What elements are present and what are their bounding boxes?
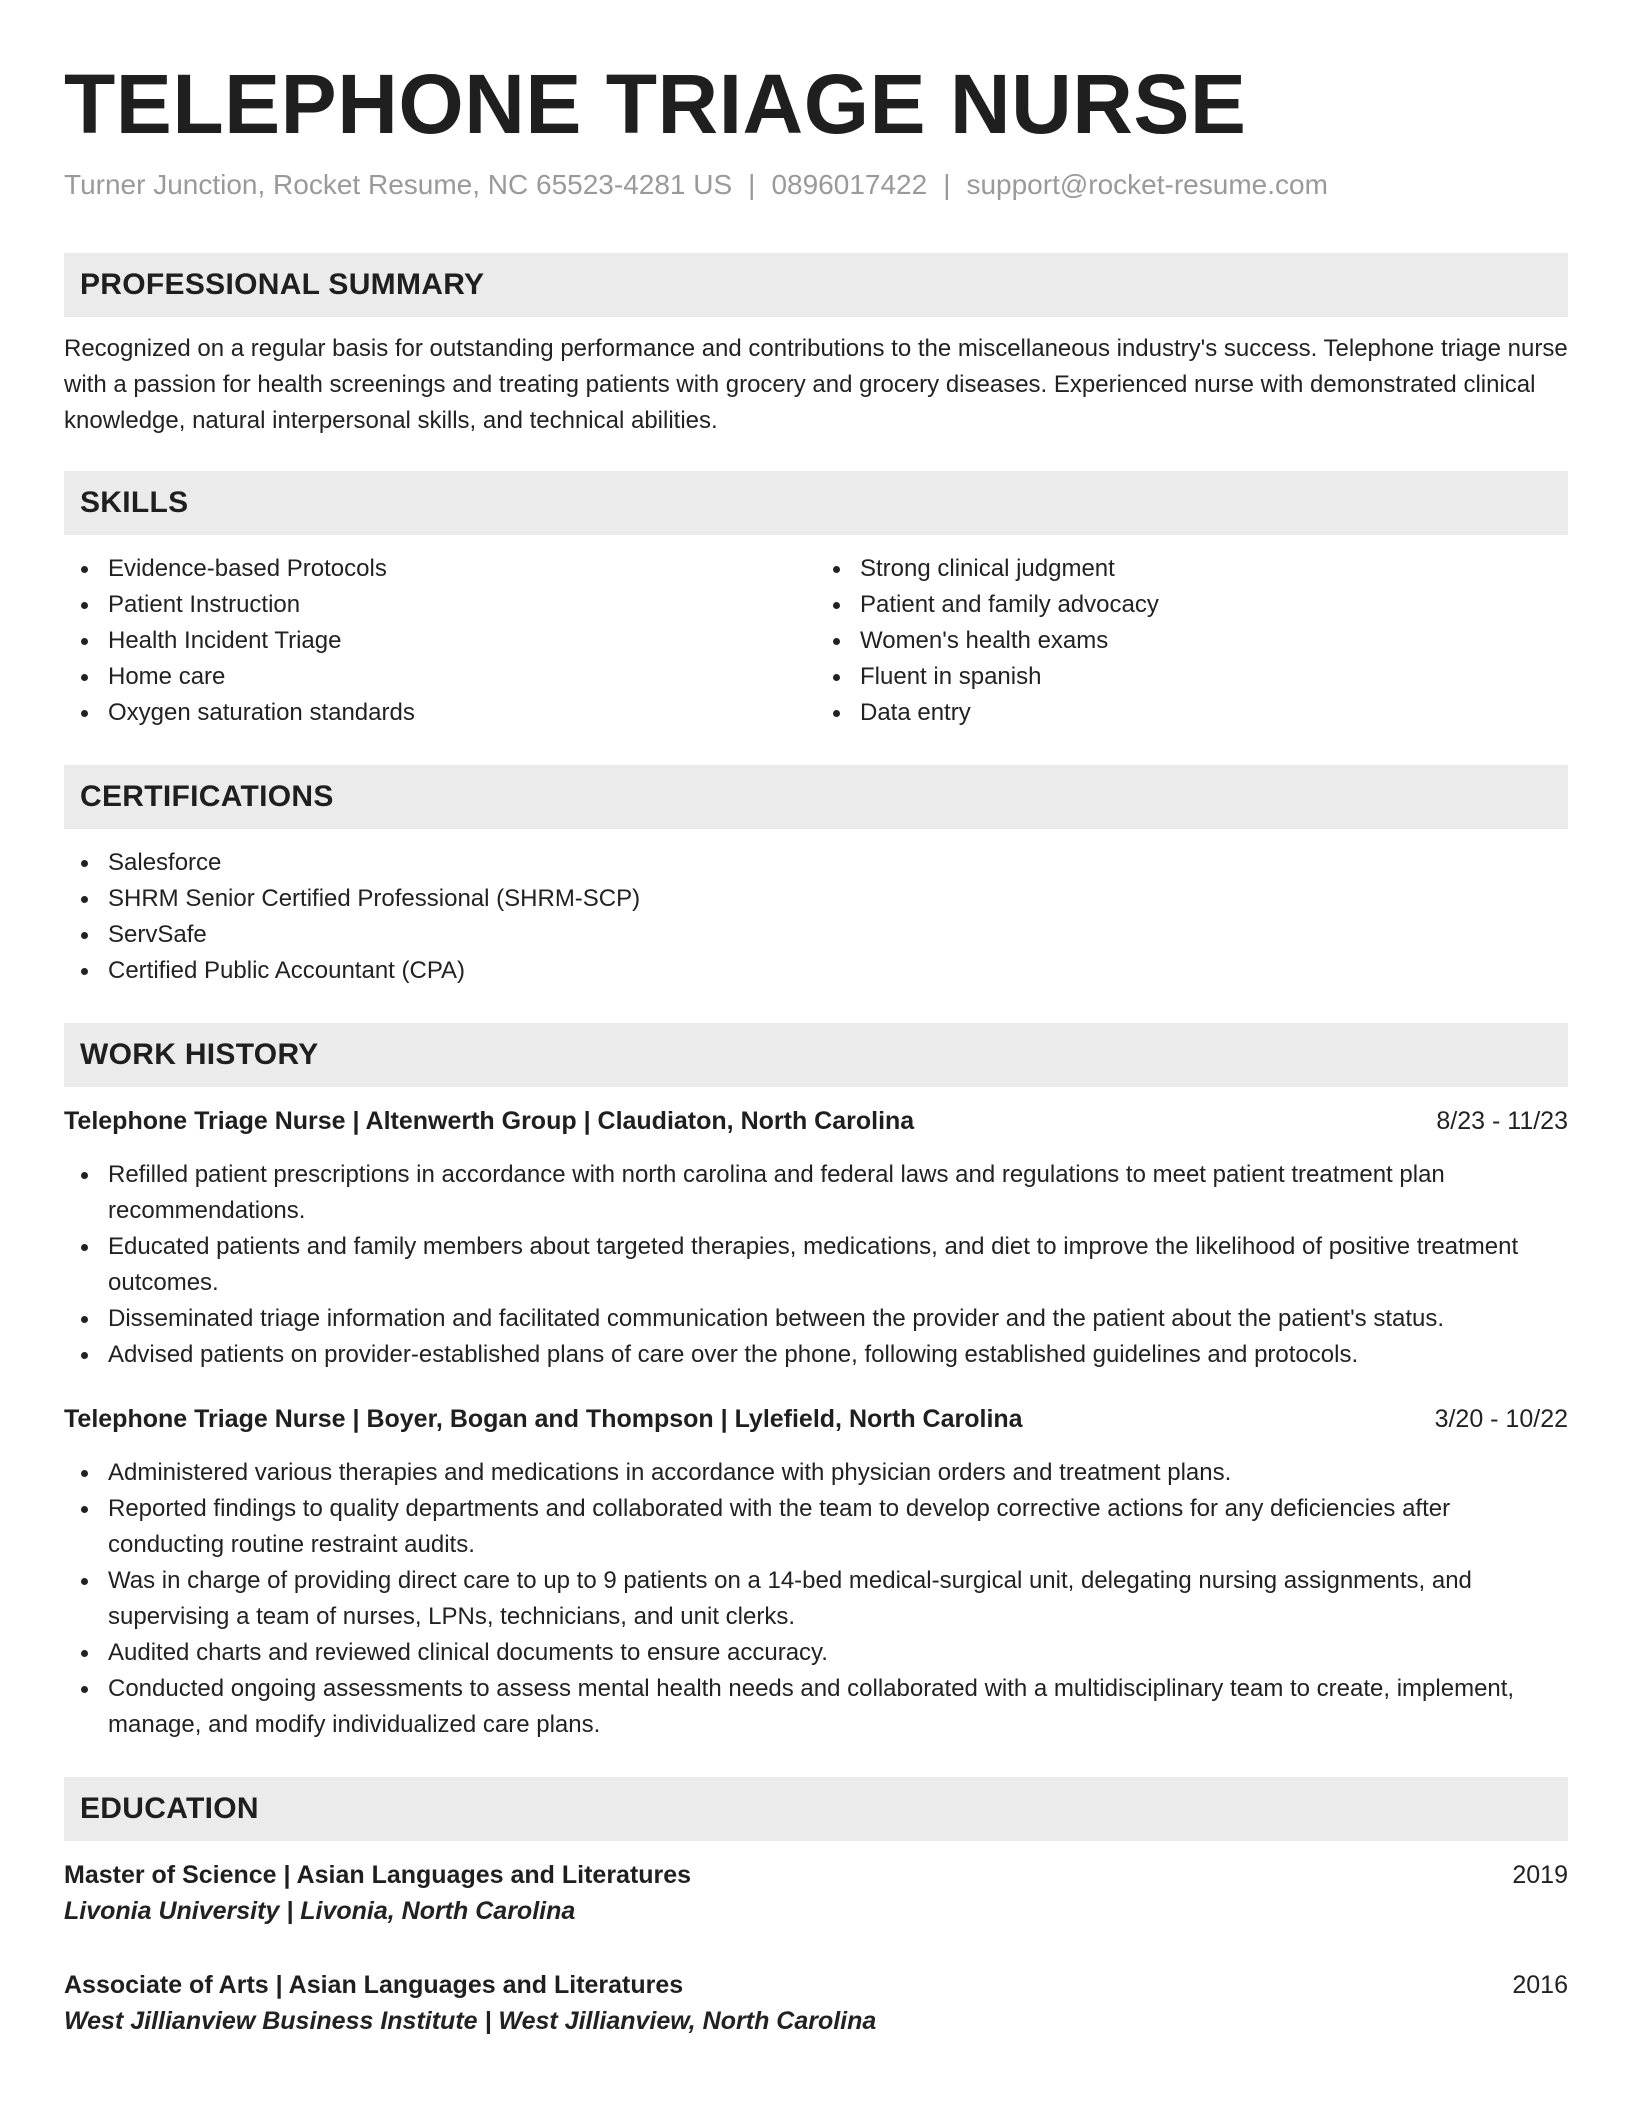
certification-item: SHRM Senior Certified Professional (SHRM-SCP) [64,881,1568,917]
certification-item: Certified Public Accountant (CPA) [64,953,1568,989]
skill-item: Health Incident Triage [64,623,816,659]
skill-item: Patient and family advocacy [816,587,1568,623]
job-bullet: Advised patients on provider-established plans of care over the phone, following established guidelines and protocols. [64,1337,1568,1373]
contact-phone: 0896017422 [771,169,928,201]
contact-separator: | [748,169,756,201]
contact-line [64,168,1568,202]
education-school: Livonia University | Livonia, North Carolina [64,1896,576,1925]
education-school: West Jillianview Business Institute | West Jillianview, North Carolina [64,2006,877,2035]
contact-separator: | [943,169,951,201]
work-history-section-header: WORK HISTORY [64,1023,1568,1087]
skill-item: Evidence-based Protocols [64,551,816,587]
job-bullet: Conducted ongoing assessments to assess mental health needs and collaborated with a multidisciplinary team to create, implement, manage, and modify individualized care plans. [64,1671,1568,1743]
job-dates: 3/20 - 10/22 [1434,1404,1568,1433]
job-bullet: Disseminated triage information and facilitated communication between the provider and the patient about the patient's status. [64,1301,1568,1337]
summary-section-header: PROFESSIONAL SUMMARY [64,253,1568,317]
skills-section-header: SKILLS [64,471,1568,535]
certification-item: ServSafe [64,917,1568,953]
skills-column-right [816,551,1568,731]
skill-item: Strong clinical judgment [816,551,1568,587]
education-section-header: EDUCATION [64,1777,1568,1841]
job-bullet: Reported findings to quality departments and collaborated with the team to develop corrective actions for any deficiencies after conducting routine restraint audits. [64,1491,1568,1563]
job-bullets [64,1455,1568,1743]
contact-email: support@rocket-resume.com [966,169,1328,201]
job-header [64,1401,1568,1437]
candidate-name: TELEPHONE TRIAGE NURSE [64,57,1247,151]
job-bullet: Administered various therapies and medications in accordance with physician orders and treatment plans. [64,1455,1568,1491]
job-entry [64,1401,1568,1743]
contact-address: Turner Junction, Rocket Resume, NC 65523-4281 US [64,169,733,201]
job-heading: Telephone Triage Nurse | Altenwerth Group | Claudiaton, North Carolina [64,1106,915,1135]
job-heading: Telephone Triage Nurse | Boyer, Bogan and Thompson | Lylefield, North Carolina [64,1404,1023,1433]
skill-item: Women's health exams [816,623,1568,659]
job-bullet: Was in charge of providing direct care to up to 9 patients on a 14-bed medical-surgical unit, delegating nursing assignments, and supervising a team of nurses, LPNs, technicians, and unit clerks. [64,1563,1568,1635]
education-header [64,1967,1568,2003]
skill-item: Patient Instruction [64,587,816,623]
job-bullet: Educated patients and family members about targeted therapies, medications, and diet to improve the likelihood of positive treatment outcomes. [64,1229,1568,1301]
certification-item: Salesforce [64,845,1568,881]
job-bullets [64,1157,1568,1373]
skills-grid [64,551,1568,731]
skill-item: Oxygen saturation standards [64,695,816,731]
job-header [64,1103,1568,1139]
education-entry [64,1857,1568,1929]
job-bullet: Audited charts and reviewed clinical documents to ensure accuracy. [64,1635,1568,1671]
summary-text: Recognized on a regular basis for outstanding performance and contributions to the miscellaneous industry's success. Telephone triage nurse with a passion for health screenings and treating patients with grocery and grocery diseases. Experienced nurse with demonstrated clinical knowledge, natural interpersonal skills, and technical abilities. [64,334,1568,434]
job-bullet: Refilled patient prescriptions in accordance with north carolina and federal laws and regulations to meet patient treatment plan recommendations. [64,1157,1568,1229]
job-dates: 8/23 - 11/23 [1436,1106,1568,1135]
skill-item: Home care [64,659,816,695]
education-degree: Master of Science | Asian Languages and Literatures [64,1860,692,1889]
education-degree: Associate of Arts | Asian Languages and Literatures [64,1970,684,1999]
education-header [64,1857,1568,1893]
certifications-section-header: CERTIFICATIONS [64,765,1568,829]
skill-item: Data entry [816,695,1568,731]
education-year: 2016 [1512,1970,1568,1999]
skill-item: Fluent in spanish [816,659,1568,695]
job-entry [64,1103,1568,1373]
skills-list-right [816,551,1568,731]
education-entry [64,1967,1568,2039]
skills-list-left [64,551,816,731]
education-year: 2019 [1512,1860,1568,1889]
certifications-list [64,845,1568,989]
skills-column-left [64,551,816,731]
